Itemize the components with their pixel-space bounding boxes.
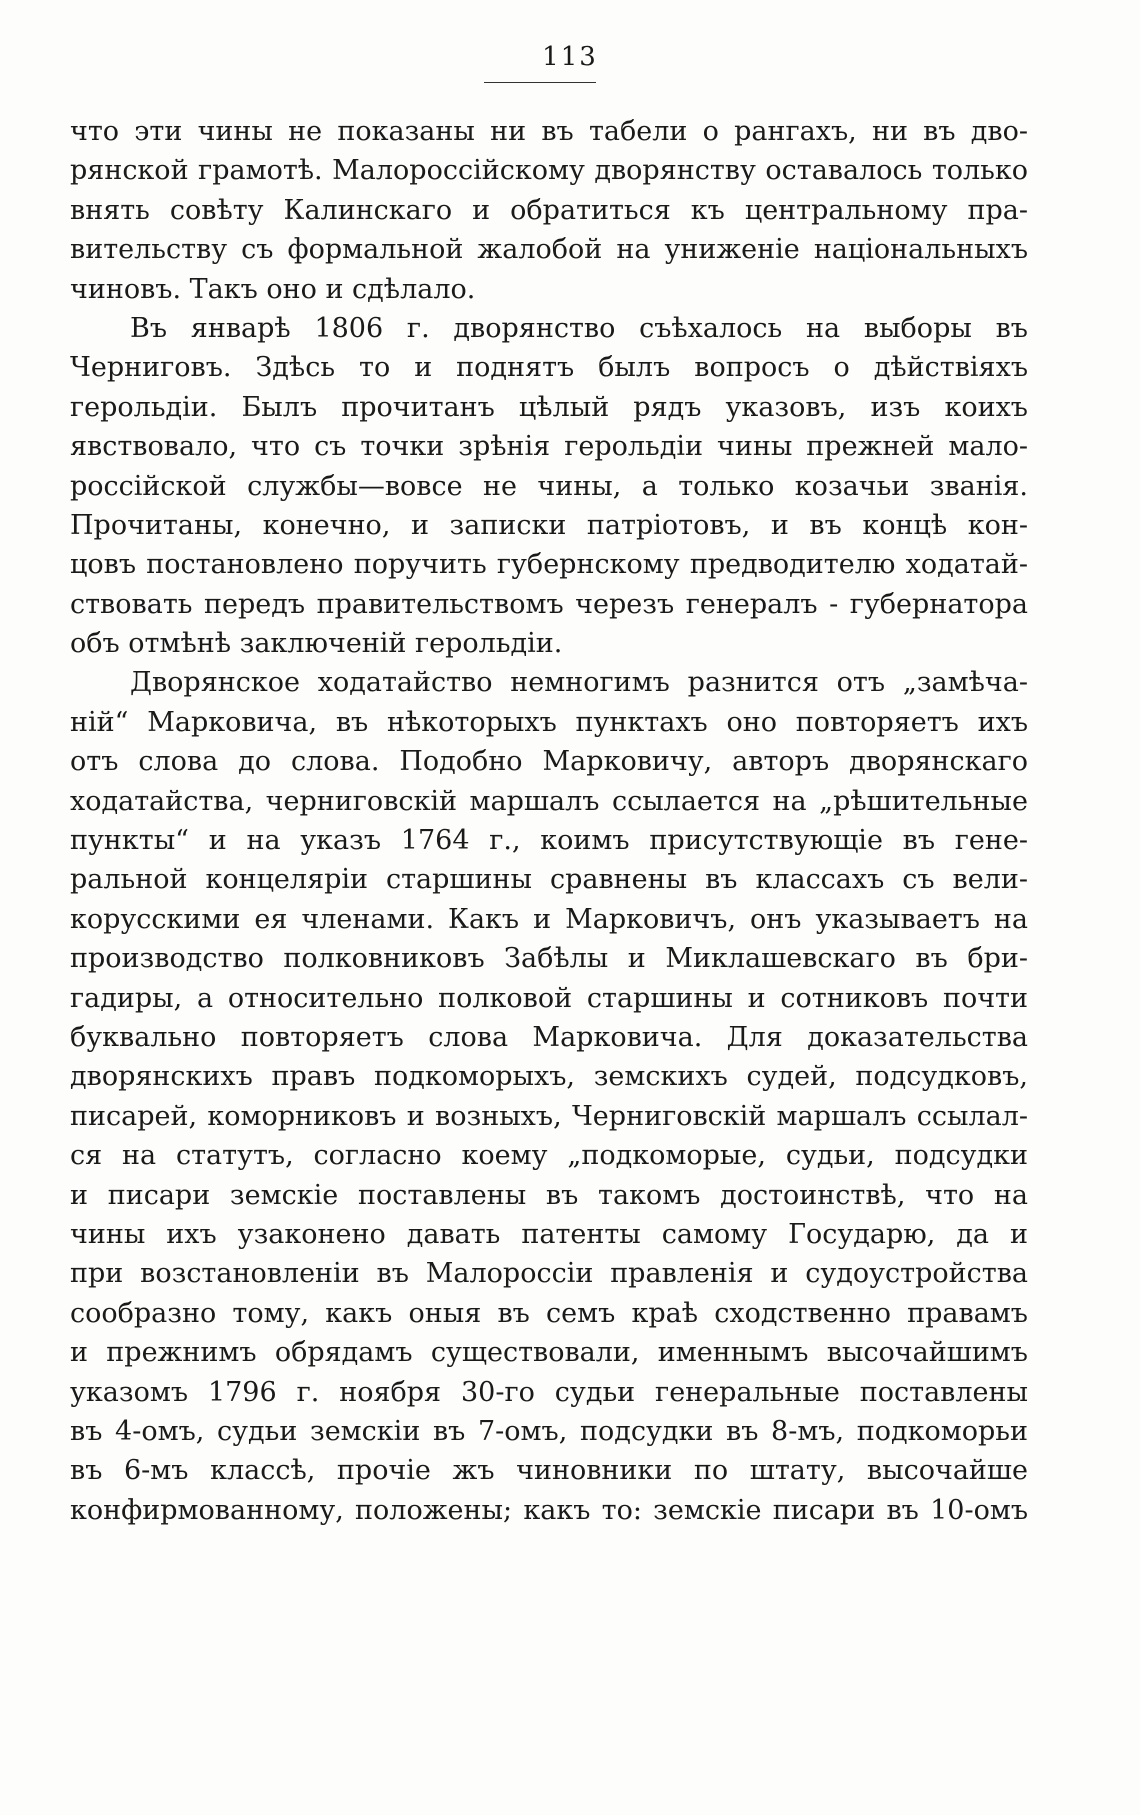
text-line: рянской грамотѣ. Малороссійскому дворянству оставалось только — [70, 155, 1028, 187]
text-line: отъ слова до слова. Подобно Марковичу, авторъ дворянскаго — [70, 746, 1028, 778]
text-line: при возстановленіи въ Малороссіи правленія и судоустройства — [70, 1258, 1028, 1290]
text-line: ствовать передъ правительствомъ черезъ генералъ - губернатора — [70, 588, 1028, 620]
text-line: россійской службы—вовсе не чины, а только козачьи званія. — [70, 470, 1028, 502]
text-line: дворянскихъ правъ подкоморыхъ, земскихъ судей, подсудковъ, — [70, 1061, 1028, 1093]
text-line: чины ихъ узаконено давать патенты самому Государю, да и — [70, 1218, 1028, 1250]
text-line: Прочитаны, конечно, и записки патріотовъ, и въ концѣ кон- — [70, 509, 1028, 541]
text-line: писарей, коморниковъ и возныхъ, Черниговскій маршалъ ссылал- — [70, 1100, 1028, 1132]
body-text — [70, 112, 1028, 1530]
text-line: ходатайства, черниговскій маршалъ ссылается на „рѣшительные — [70, 785, 1028, 817]
text-line: производство полковниковъ Забѣлы и Миклашевскаго въ бри- — [70, 943, 1028, 975]
text-line: въ 6-мъ классѣ, прочіе жъ чиновники по штату, высочайше — [70, 1455, 1028, 1487]
text-line: и прежнимъ обрядамъ существовали, именнымъ высочайшимъ — [70, 1337, 1028, 1369]
text-line: сообразно тому, какъ оныя въ семъ краѣ сходственно правамъ — [70, 1297, 1028, 1329]
text-line: чиновъ. Такъ оно и сдѣлало. — [70, 273, 476, 305]
page-number: 113 — [542, 42, 598, 72]
text-line: пункты“ и на указъ 1764 г., коимъ присутствующіе въ гене- — [70, 825, 1028, 857]
text-line: явствовало, что съ точки зрѣнія герольдіи чины прежней мало- — [70, 431, 1028, 463]
text-line: герольдіи. Былъ прочитанъ цѣлый рядъ указовъ, изъ коихъ — [70, 391, 1028, 423]
text-line: и писари земскіе поставлены въ такомъ достоинствѣ, что на — [70, 1179, 1028, 1211]
text-line: ся на статутъ, согласно коему „подкоморые, судьи, подсудки — [70, 1140, 1028, 1172]
text-line: ральной концеляріи старшины сравнены въ классахъ съ вели- — [70, 864, 1028, 896]
text-line: въ 4-омъ, судьи земскіи въ 7-омъ, подсудки въ 8-мъ, подкоморьи — [70, 1415, 1028, 1447]
text-line: корусскими ея членами. Какъ и Марковичъ, онъ указываетъ на — [70, 903, 1028, 935]
text-line: цовъ постановлено поручить губернскому предводителю ходатай- — [70, 549, 1028, 581]
text-line: вительству съ формальной жалобой на униженіе національныхъ — [70, 234, 1028, 266]
paragraph-2 — [70, 309, 1028, 664]
paragraph-3 — [70, 663, 1028, 1530]
text-line: буквально повторяетъ слова Марковича. Для доказательства — [70, 1021, 1028, 1053]
header-rule — [484, 82, 596, 83]
text-line: внять совѣту Калинскаго и обратиться къ центральному пра- — [70, 194, 1028, 226]
text-line: ній“ Марковича, въ нѣкоторыхъ пунктахъ оно повторяетъ ихъ — [70, 706, 1028, 738]
text-line: Черниговъ. Здѣсь то и поднятъ былъ вопросъ о дѣйствіяхъ — [70, 352, 1028, 384]
text-line: объ отмѣнѣ заключеній герольдіи. — [70, 628, 563, 660]
paragraph-1 — [70, 112, 1028, 309]
text-line: Въ январѣ 1806 г. дворянство съѣхалось на выборы въ — [130, 312, 1028, 344]
text-line: конфирмованному, положены; какъ то: земскіе писари въ 10-омъ — [70, 1494, 1028, 1526]
text-line: что эти чины не показаны ни въ табели о рангахъ, ни въ дво- — [70, 116, 1028, 147]
text-line: гадиры, а относительно полковой старшины и сотниковъ почти — [70, 982, 1028, 1014]
text-line: Дворянское ходатайство немногимъ разнится отъ „замѣча- — [130, 667, 1028, 699]
text-line: указомъ 1796 г. ноября 30-го судьи генеральные поставлены — [70, 1376, 1028, 1408]
